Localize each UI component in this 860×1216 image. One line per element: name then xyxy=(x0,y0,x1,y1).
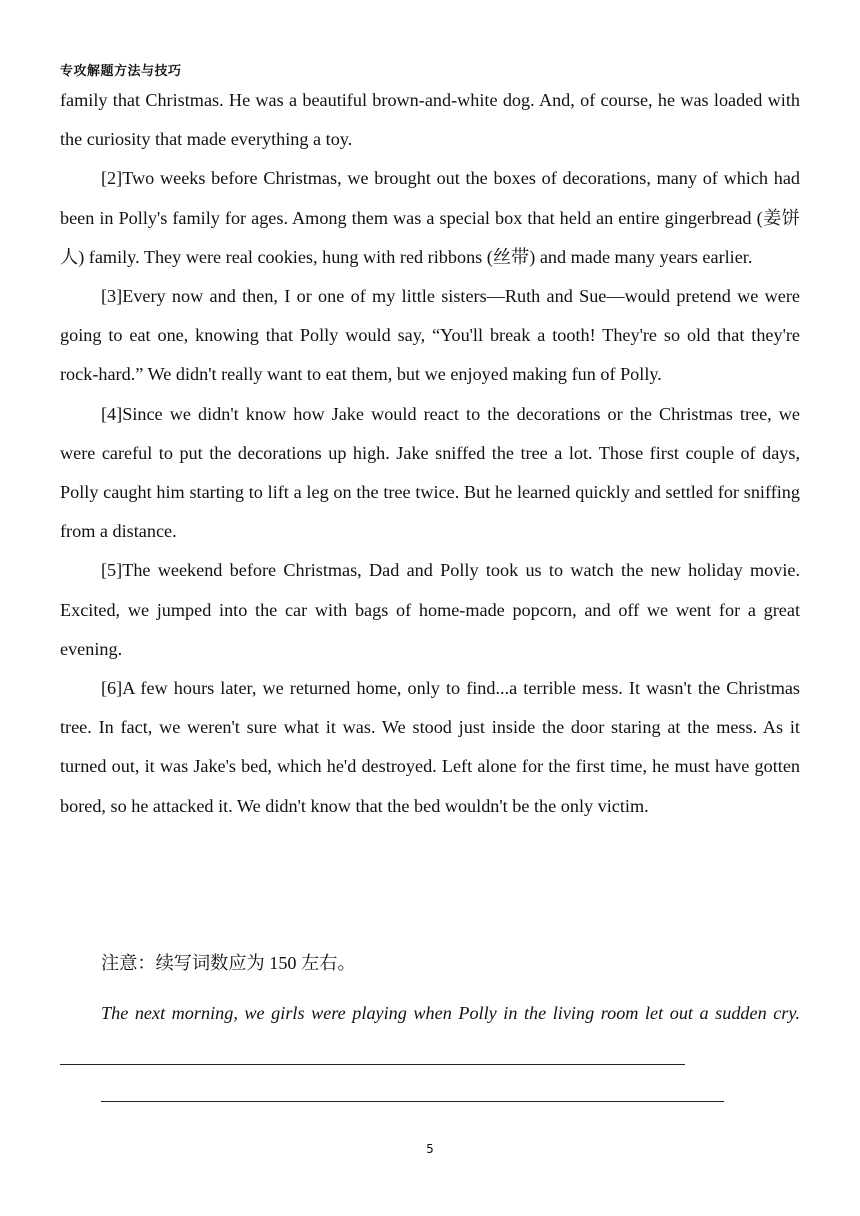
paragraph-6: [6]A few hours later, we returned home, only to find...a terrible mess. It wasn't the Christmas tree. In fact, we weren't sure what it was. We stood just inside the door staring at the mess. As it turned out, it was Jake's bed, which he'd destroyed. Left alone for the first time, he must have gotten bored, so he attacked it. We didn't know that the bed wouldn't be the only victim. xyxy=(60,678,800,816)
page-header: 专攻解题方法与技巧 xyxy=(60,64,182,79)
continuation-prompt: The next morning, we girls were playing when Polly in the living room let out a sudden cry. xyxy=(101,1003,800,1023)
paragraph-1: family that Christmas. He was a beautiful brown-and-white dog. And, of course, he was loaded with the curiosity that made everything a toy. xyxy=(60,90,800,150)
continuation-prompt-block xyxy=(60,990,800,1082)
word-count-note: 注意：续写词数应为 150 左右。 xyxy=(101,953,356,973)
passage xyxy=(60,81,800,826)
paragraph-3: [3]Every now and then, I or one of my little sisters—Ruth and Sue—would pretend we were going to eat one, knowing that Polly would say, “You'll break a tooth! They're so old that they're rock-hard.” We didn't really want to eat them, but we enjoyed making fun of Polly. xyxy=(60,286,800,385)
paragraph-4: [4]Since we didn't know how Jake would react to the decorations or the Christmas tree, we were careful to put the decorations up high. Jake sniffed the tree a lot. Those first couple of days, Polly caught him starting to lift a leg on the tree twice. But he learned quickly and settled for sniffing from a distance. xyxy=(60,403,800,542)
answer-line-1 xyxy=(60,1063,685,1065)
paragraph-5: [5]The weekend before Christmas, Dad and Polly took us to watch the new holiday movie. Excited, we jumped into the car with bags of home-made popcorn, and off we went for a great evening. xyxy=(60,560,800,659)
page-number: 5 xyxy=(426,1142,434,1156)
paragraph-2: [2]Two weeks before Christmas, we brought out the boxes of decorations, many of which had been in Polly's family for ages. Among them was a special box that held an entire gingerbread (姜饼人) family. They were real cookies, hung with red ribbons (丝带) and made many years earlier. xyxy=(60,168,800,267)
answer-line-2 xyxy=(101,1101,724,1102)
